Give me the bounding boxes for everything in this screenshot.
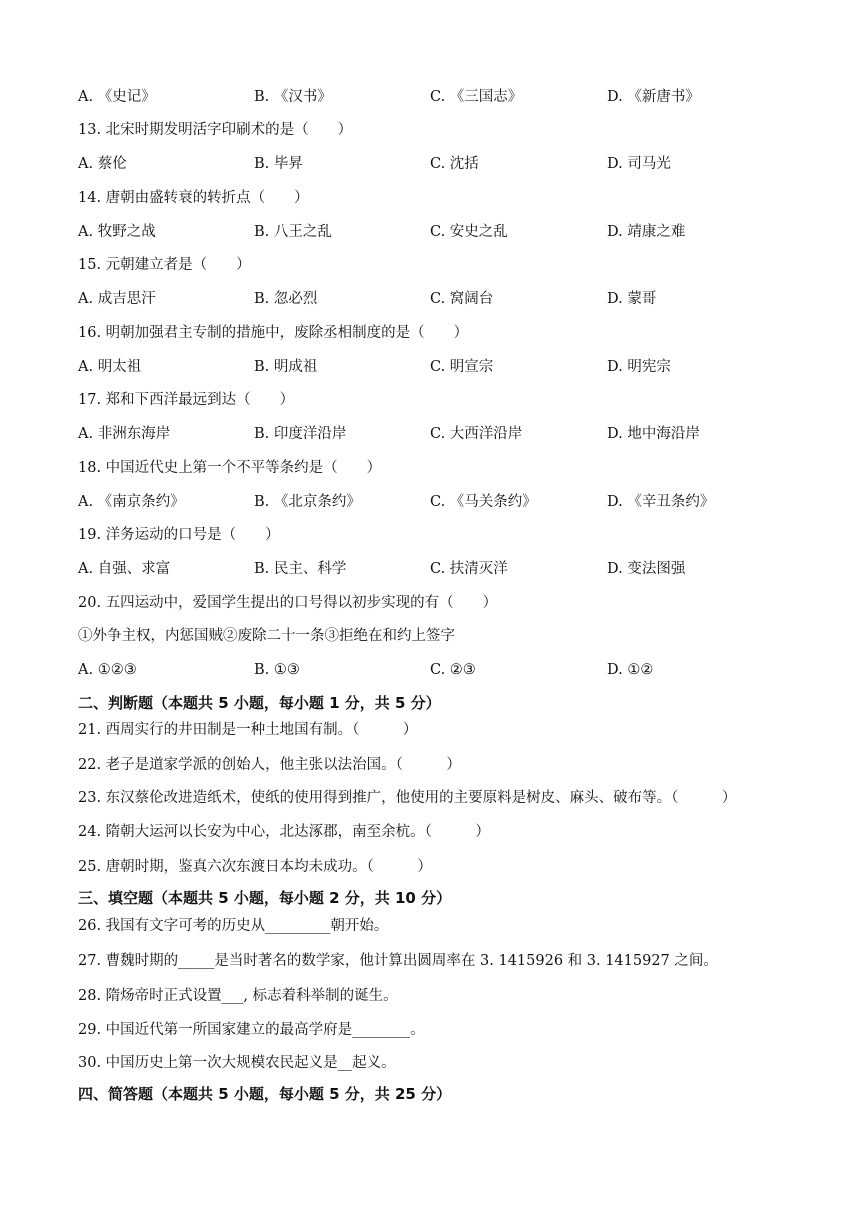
section-2-heading: 二、判断题（本题共 5 小题，每小题 1 分，共 5 分）	[78, 694, 441, 712]
question-20-statements: ①外争主权，内惩国贼②废除二十一条③拒绝在和约上签字	[78, 628, 455, 644]
tf-item-25: 25. 唐朝时期，鉴真六次东渡日本均未成功。（ ）	[78, 859, 432, 875]
option-a: A. 《南京条约》	[78, 494, 185, 510]
option-d: D. ①②	[607, 662, 654, 678]
question-13-stem: 13. 北宋时期发明活字印刷术的是（ ）	[78, 122, 353, 138]
question-17-stem: 17. 郑和下西洋最远到达（ ）	[78, 392, 295, 408]
option-a: A. 明太祖	[78, 359, 142, 375]
option-c: C. 安史之乱	[430, 224, 508, 240]
option-d: D. 《新唐书》	[607, 89, 700, 105]
option-d: D. 蒙哥	[607, 291, 657, 307]
option-c: C. 《马关条约》	[430, 494, 537, 510]
q19-options	[78, 558, 778, 580]
question-18-stem: 18. 中国近代史上第一个不平等条约是（ ）	[78, 460, 382, 476]
option-c: C. 大西洋沿岸	[430, 426, 523, 442]
fill-item-27: 27. 曹魏时期的_____是当时著名的数学家，他计算出圆周率在 3. 1415926 和 3. 1415927 之间。	[78, 953, 718, 969]
option-b: B. 《汉书》	[254, 89, 332, 105]
fill-item-26: 26. 我国有文字可考的历史从_________朝开始。	[78, 918, 389, 934]
option-d: D. 变法图强	[607, 561, 686, 577]
option-c: C. 窝阔台	[430, 291, 494, 307]
option-b: B. 八王之乱	[254, 224, 332, 240]
q14-options	[78, 221, 778, 243]
option-a: A. 蔡伦	[78, 156, 127, 172]
option-c: C. 明宣宗	[430, 359, 494, 375]
option-a: A. ①②③	[78, 662, 137, 678]
q16-options	[78, 356, 778, 378]
option-c: C. ②③	[430, 662, 476, 678]
option-d: D. 地中海沿岸	[607, 426, 700, 442]
tf-item-21: 21. 西周实行的井田制是一种土地国有制。（ ）	[78, 722, 418, 738]
q18-options	[78, 491, 778, 513]
option-c: C. 沈括	[430, 156, 479, 172]
option-d: D. 靖康之难	[607, 224, 686, 240]
section-4-heading: 四、简答题（本题共 5 小题，每小题 5 分，共 25 分）	[78, 1085, 452, 1103]
option-b: B. 《北京条约》	[254, 494, 361, 510]
option-a: A. 非洲东海岸	[78, 426, 171, 442]
fill-item-29: 29. 中国近代第一所国家建立的最高学府是________。	[78, 1022, 425, 1038]
option-b: B. 明成祖	[254, 359, 318, 375]
option-c: C. 《三国志》	[430, 89, 523, 105]
option-b: B. ①③	[254, 662, 300, 678]
option-d: D. 司马光	[607, 156, 671, 172]
option-a: A. 牧野之战	[78, 224, 156, 240]
q12-options	[78, 86, 778, 108]
q20-options	[78, 659, 778, 681]
question-20-stem: 20. 五四运动中，爱国学生提出的口号得以初步实现的有（ ）	[78, 595, 498, 611]
question-19-stem: 19. 洋务运动的口号是（ ）	[78, 527, 280, 543]
q13-options	[78, 153, 778, 175]
question-16-stem: 16. 明朝加强君主专制的措施中，废除丞相制度的是（ ）	[78, 325, 469, 341]
option-a: A. 成吉思汗	[78, 291, 156, 307]
fill-item-30: 30. 中国历史上第一次大规模农民起义是__起义。	[78, 1055, 396, 1071]
q15-options	[78, 288, 778, 310]
q17-options	[78, 423, 778, 445]
option-b: B. 民主、科学	[254, 561, 347, 577]
option-b: B. 毕昇	[254, 156, 303, 172]
question-15-stem: 15. 元朝建立者是（ ）	[78, 257, 251, 273]
section-3-heading: 三、填空题（本题共 5 小题，每小题 2 分，共 10 分）	[78, 889, 452, 907]
tf-item-23: 23. 东汉蔡伦改进造纸术，使纸的使用得到推广，他使用的主要原料是树皮、麻头、破布等。（ ）	[78, 790, 737, 806]
option-c: C. 扶清灭洋	[430, 561, 508, 577]
option-b: B. 印度洋沿岸	[254, 426, 347, 442]
option-a: A. 《史记》	[78, 89, 156, 105]
tf-item-24: 24. 隋朝大运河以长安为中心，北达涿郡，南至余杭。（ ）	[78, 824, 490, 840]
question-14-stem: 14. 唐朝由盛转衰的转折点（ ）	[78, 190, 309, 206]
option-d: D. 《辛丑条约》	[607, 494, 715, 510]
fill-item-28: 28. 隋炀帝时正式设置___, 标志着科举制的诞生。	[78, 988, 398, 1004]
option-d: D. 明宪宗	[607, 359, 671, 375]
option-a: A. 自强、求富	[78, 561, 171, 577]
option-b: B. 忽必烈	[254, 291, 318, 307]
tf-item-22: 22. 老子是道家学派的创始人，他主张以法治国。（ ）	[78, 757, 461, 773]
